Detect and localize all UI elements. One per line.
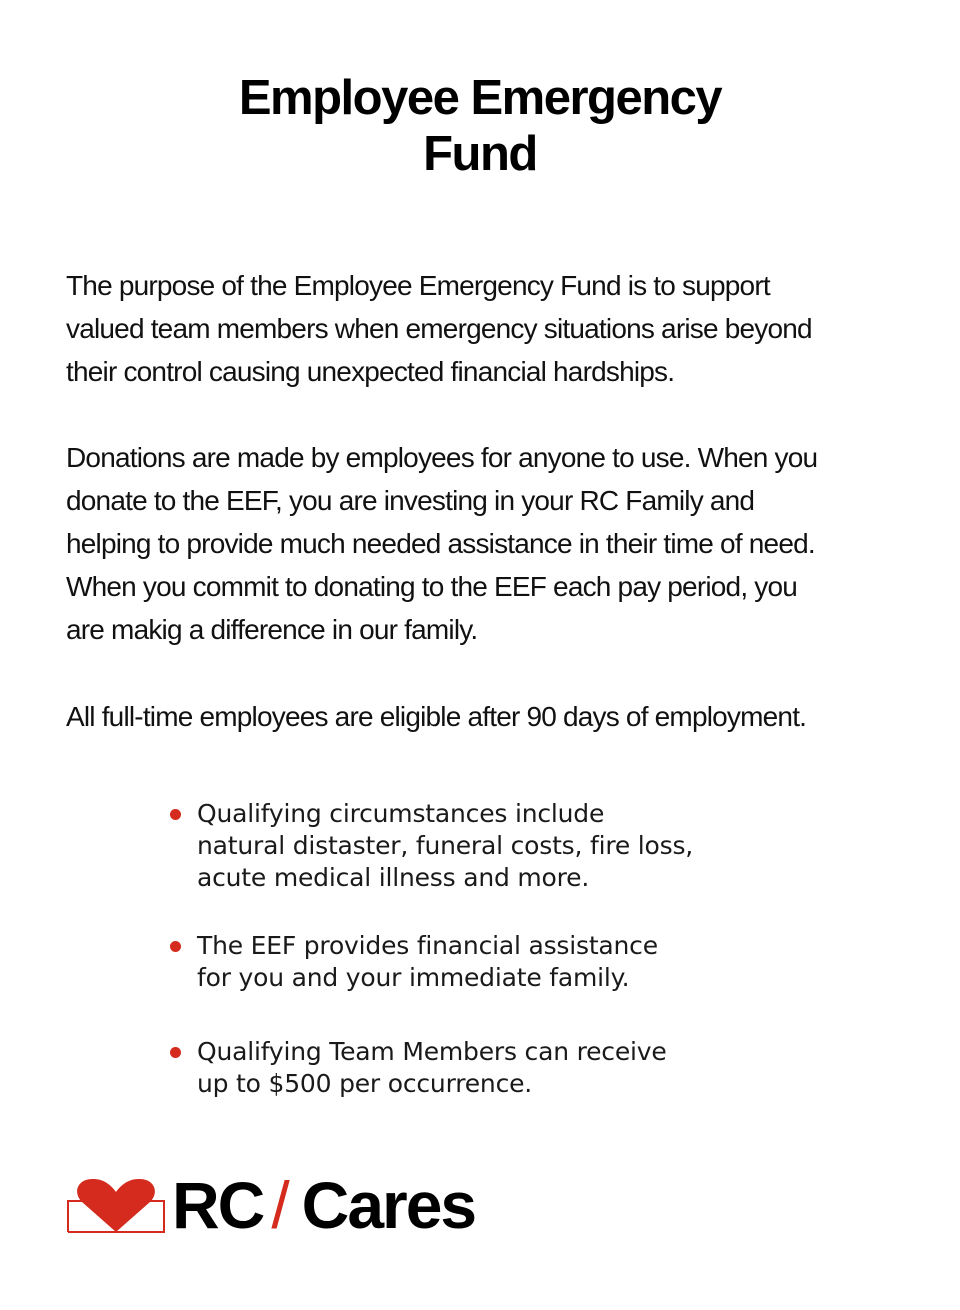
page-title-line-2: Fund [423, 127, 537, 181]
list-item-line: for you and your immediate family. [197, 963, 630, 992]
purpose-paragraph [66, 264, 916, 393]
logo-wordmark [172, 1170, 475, 1240]
list-item [170, 1036, 790, 1100]
eligibility-line: All full-time employees are eligible after 90 days of employment. [66, 701, 807, 732]
donations-line: When you commit to donating to the EEF each pay period, you [66, 571, 798, 602]
list-item-line: natural distaster, funeral costs, fire loss, [197, 831, 694, 860]
list-item-line: The EEF provides financial assistance [197, 931, 658, 960]
bullet-dot-icon [170, 809, 181, 820]
list-item-line: up to $500 per occurrence. [197, 1069, 533, 1098]
list-item [170, 930, 790, 994]
list-item-line: Qualifying Team Members can receive [197, 1037, 667, 1066]
list-item [170, 798, 790, 894]
donations-line: donate to the EEF, you are investing in your RC Family and [66, 485, 755, 516]
benefits-list [170, 798, 790, 1100]
heart-house-icon [66, 1178, 166, 1234]
eligibility-paragraph [66, 695, 916, 738]
donations-line: Donations are made by employees for anyone to use. When you [66, 442, 818, 473]
logo-slash: / [271, 1168, 288, 1242]
bullet-dot-icon [170, 1047, 181, 1058]
bullet-dot-icon [170, 941, 181, 952]
rc-cares-logo [66, 1168, 546, 1242]
logo-cares-text: Cares [301, 1168, 476, 1242]
donations-paragraph [66, 436, 916, 651]
donations-line: helping to provide much needed assistance in their time of need. [66, 528, 815, 559]
logo-rc-text: RC [172, 1168, 264, 1242]
purpose-line: The purpose of the Employee Emergency Fund is to support [66, 270, 770, 301]
page-title [0, 70, 960, 182]
page-title-line-1: Employee Emergency [238, 71, 722, 125]
purpose-line: valued team members when emergency situations arise beyond [66, 313, 812, 344]
donations-line: are makig a difference in our family. [66, 614, 478, 645]
list-item-line: acute medical illness and more. [197, 863, 590, 892]
purpose-line: their control causing unexpected financial hardships. [66, 356, 675, 387]
list-item-line: Qualifying circumstances include [197, 799, 605, 828]
